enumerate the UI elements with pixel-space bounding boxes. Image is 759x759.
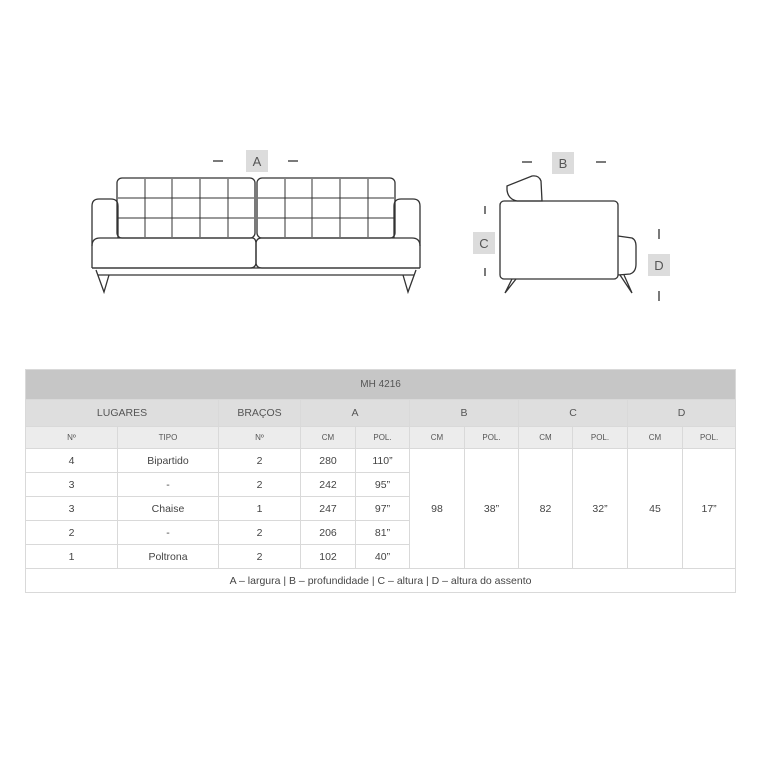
cell-b-pol: 38”: [465, 449, 519, 569]
sofa-front-view: [0, 0, 759, 330]
cell-tipo: -: [118, 473, 219, 497]
cell-c-cm: 82: [519, 449, 573, 569]
back-cushion-left: [117, 178, 255, 238]
dim-label-c: C: [473, 232, 495, 254]
arm-right: [394, 199, 420, 268]
subheader-c-cm: CM: [519, 427, 573, 449]
cell-d-pol: 17”: [683, 449, 736, 569]
cell-lugares: 2: [26, 521, 118, 545]
seat-cushion-right: [256, 238, 420, 268]
tufting-lines: [118, 179, 394, 237]
subheader-d-cm: CM: [628, 427, 683, 449]
header-c: C: [519, 400, 628, 427]
subheader-d-pol: POL.: [683, 427, 736, 449]
cell-a-pol: 40”: [356, 545, 410, 569]
table-footnote: A – largura | B – profundidade | C – altura | D – altura do assento: [26, 569, 736, 593]
cell-a-cm: 242: [301, 473, 356, 497]
cell-a-cm: 247: [301, 497, 356, 521]
cell-tipo: Chaise: [118, 497, 219, 521]
cell-a-pol: 110”: [356, 449, 410, 473]
subheader-b-cm: CM: [410, 427, 465, 449]
cell-d-cm: 45: [628, 449, 683, 569]
cell-a-pol: 95”: [356, 473, 410, 497]
subheader-a-cm: CM: [301, 427, 356, 449]
header-d: D: [628, 400, 736, 427]
arm-left: [92, 199, 118, 268]
cell-bracos: 2: [219, 545, 301, 569]
cell-b-cm: 98: [410, 449, 465, 569]
cell-tipo: Poltrona: [118, 545, 219, 569]
subheader-lugares-n: Nº: [26, 427, 118, 449]
seat-cushion-left: [92, 238, 256, 268]
cell-lugares: 4: [26, 449, 118, 473]
leg-right: [403, 270, 416, 292]
dimensions-table: [25, 369, 736, 593]
cell-lugares: 1: [26, 545, 118, 569]
leg-left: [96, 270, 109, 292]
subheader-bracos-n: Nº: [219, 427, 301, 449]
cell-bracos: 2: [219, 521, 301, 545]
cell-a-cm: 280: [301, 449, 356, 473]
cell-a-pol: 97”: [356, 497, 410, 521]
cell-bracos: 2: [219, 473, 301, 497]
subheader-tipo: TIPO: [118, 427, 219, 449]
cell-tipo: Bipartido: [118, 449, 219, 473]
header-lugares: LUGARES: [26, 400, 219, 427]
cell-a-pol: 81”: [356, 521, 410, 545]
cell-lugares: 3: [26, 473, 118, 497]
subheader-c-pol: POL.: [573, 427, 628, 449]
cell-bracos: 2: [219, 449, 301, 473]
table-title: MH 4216: [26, 370, 736, 400]
cell-a-cm: 206: [301, 521, 356, 545]
table-row: [26, 449, 736, 473]
header-b: B: [410, 400, 519, 427]
header-a: A: [301, 400, 410, 427]
cell-lugares: 3: [26, 497, 118, 521]
cell-c-pol: 32”: [573, 449, 628, 569]
cell-bracos: 1: [219, 497, 301, 521]
cell-a-cm: 102: [301, 545, 356, 569]
subheader-a-pol: POL.: [356, 427, 410, 449]
cell-tipo: -: [118, 521, 219, 545]
dim-label-b: B: [552, 152, 574, 174]
sofa-side-view: [485, 162, 659, 301]
dim-label-a: A: [246, 150, 268, 172]
back-cushion-right: [257, 178, 395, 238]
subheader-b-pol: POL.: [465, 427, 519, 449]
header-bracos: BRAÇOS: [219, 400, 301, 427]
dim-label-d: D: [648, 254, 670, 276]
